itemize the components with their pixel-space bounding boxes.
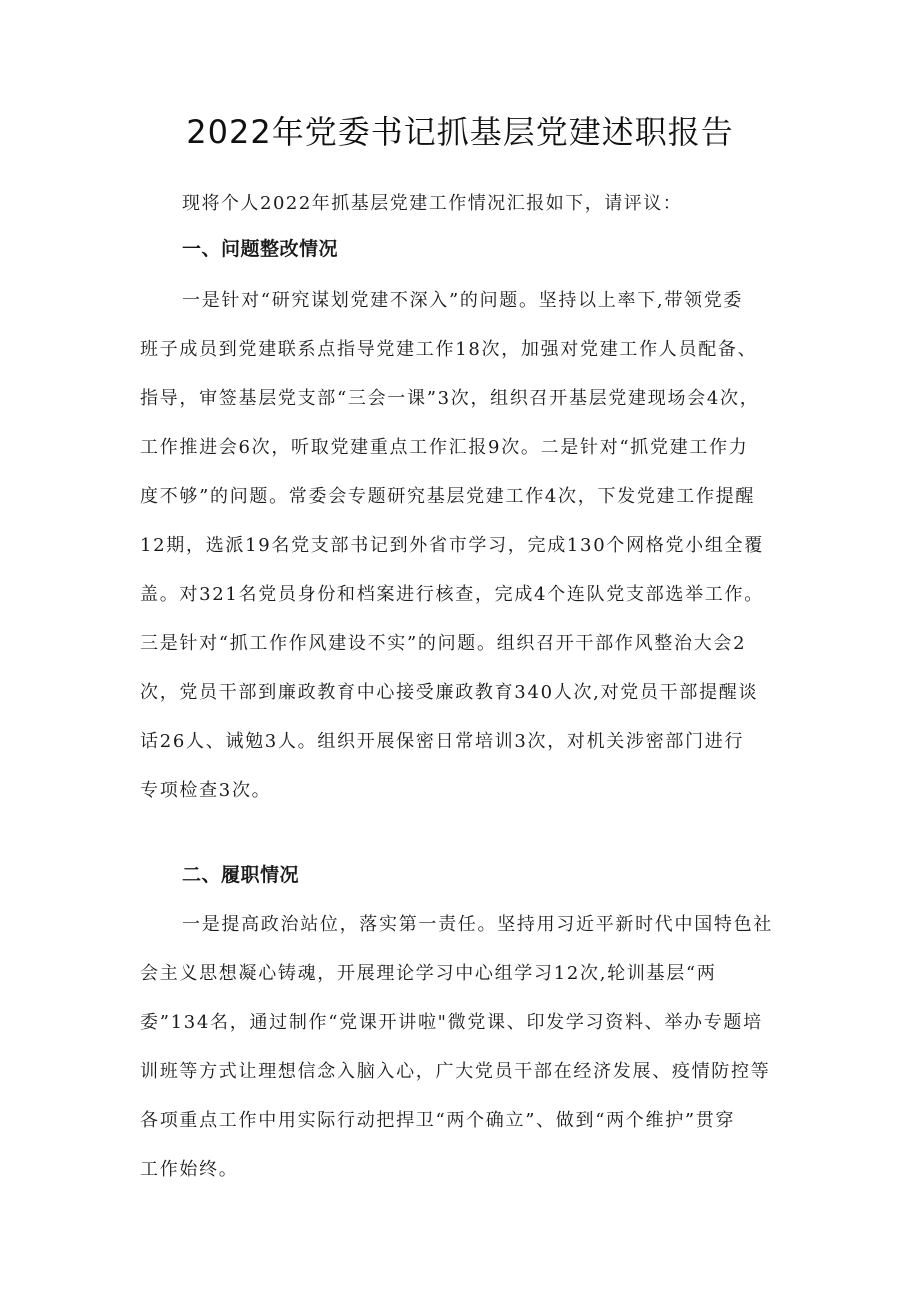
- intro-paragraph: 现将个人2022年抓基层党建工作情况汇报如下，请评议：: [182, 193, 683, 214]
- paragraph-line: 专项检查3次。: [140, 780, 272, 801]
- paragraph-line: 一是提高政治站位，落实第一责任。坚持用习近平新时代中国特色社: [182, 914, 773, 935]
- paragraph-line: 班子成员到党建联系点指导党建工作18次，加强对党建工作人员配备、: [140, 339, 758, 360]
- document-title: 2022年党委书记抓基层党建述职报告: [186, 113, 734, 151]
- paragraph-line: 三是针对“抓工作作风建设不实”的问题。组织召开干部作风整治大会2: [140, 633, 747, 654]
- paragraph-line: 工作推进会6次，听取党建重点工作汇报9次。二是针对“抓党建工作力: [140, 437, 749, 458]
- paragraph-line: 工作始终。: [140, 1159, 239, 1180]
- paragraph-line: 度不够”的问题。常委会专题研究基层党建工作4次，下发党建工作提醒: [140, 486, 756, 507]
- section-2-paragraph: [140, 900, 790, 1194]
- section-heading-2: 二、履职情况: [182, 864, 300, 886]
- paragraph-line: 指导，审签基层党支部“三会一课”3次，组织召开基层党建现场会4次，: [140, 388, 760, 409]
- paragraph-line: 盖。对321名党员身份和档案进行核查，完成4个连队党支部选举工作。: [140, 584, 764, 605]
- paragraph-line: 12期，选派19名党支部书记到外省市学习，完成130个网格党小组全覆: [140, 535, 764, 556]
- section-1-paragraph: [140, 276, 790, 815]
- paragraph-line: 训班等方式让理想信念入脑入心，广大党员干部在经济发展、疫情防控等: [140, 1061, 771, 1082]
- paragraph-line: 会主义思想凝心铸魂，开展理论学习中心组学习12次,轮训基层“两: [140, 963, 717, 984]
- paragraph-line: 话26人、诫勉3人。组织开展保密日常培训3次，对机关涉密部门进行: [140, 731, 745, 752]
- section-heading-1: 一、问题整改情况: [182, 238, 339, 260]
- paragraph-line: 委”134名，通过制作“党课开讲啦"微党课、印发学习资料、举办专题培: [140, 1012, 763, 1033]
- paragraph-line: 各项重点工作中用实际行动把捍卫“两个确立”、做到“两个维护”贯穿: [140, 1110, 736, 1131]
- paragraph-line: 一是针对“研究谋划党建不深入”的问题。坚持以上率下,带领党委: [182, 290, 744, 311]
- paragraph-line: 次，党员干部到廉政教育中心接受廉政教育340人次,对党员干部提醒谈: [140, 682, 759, 703]
